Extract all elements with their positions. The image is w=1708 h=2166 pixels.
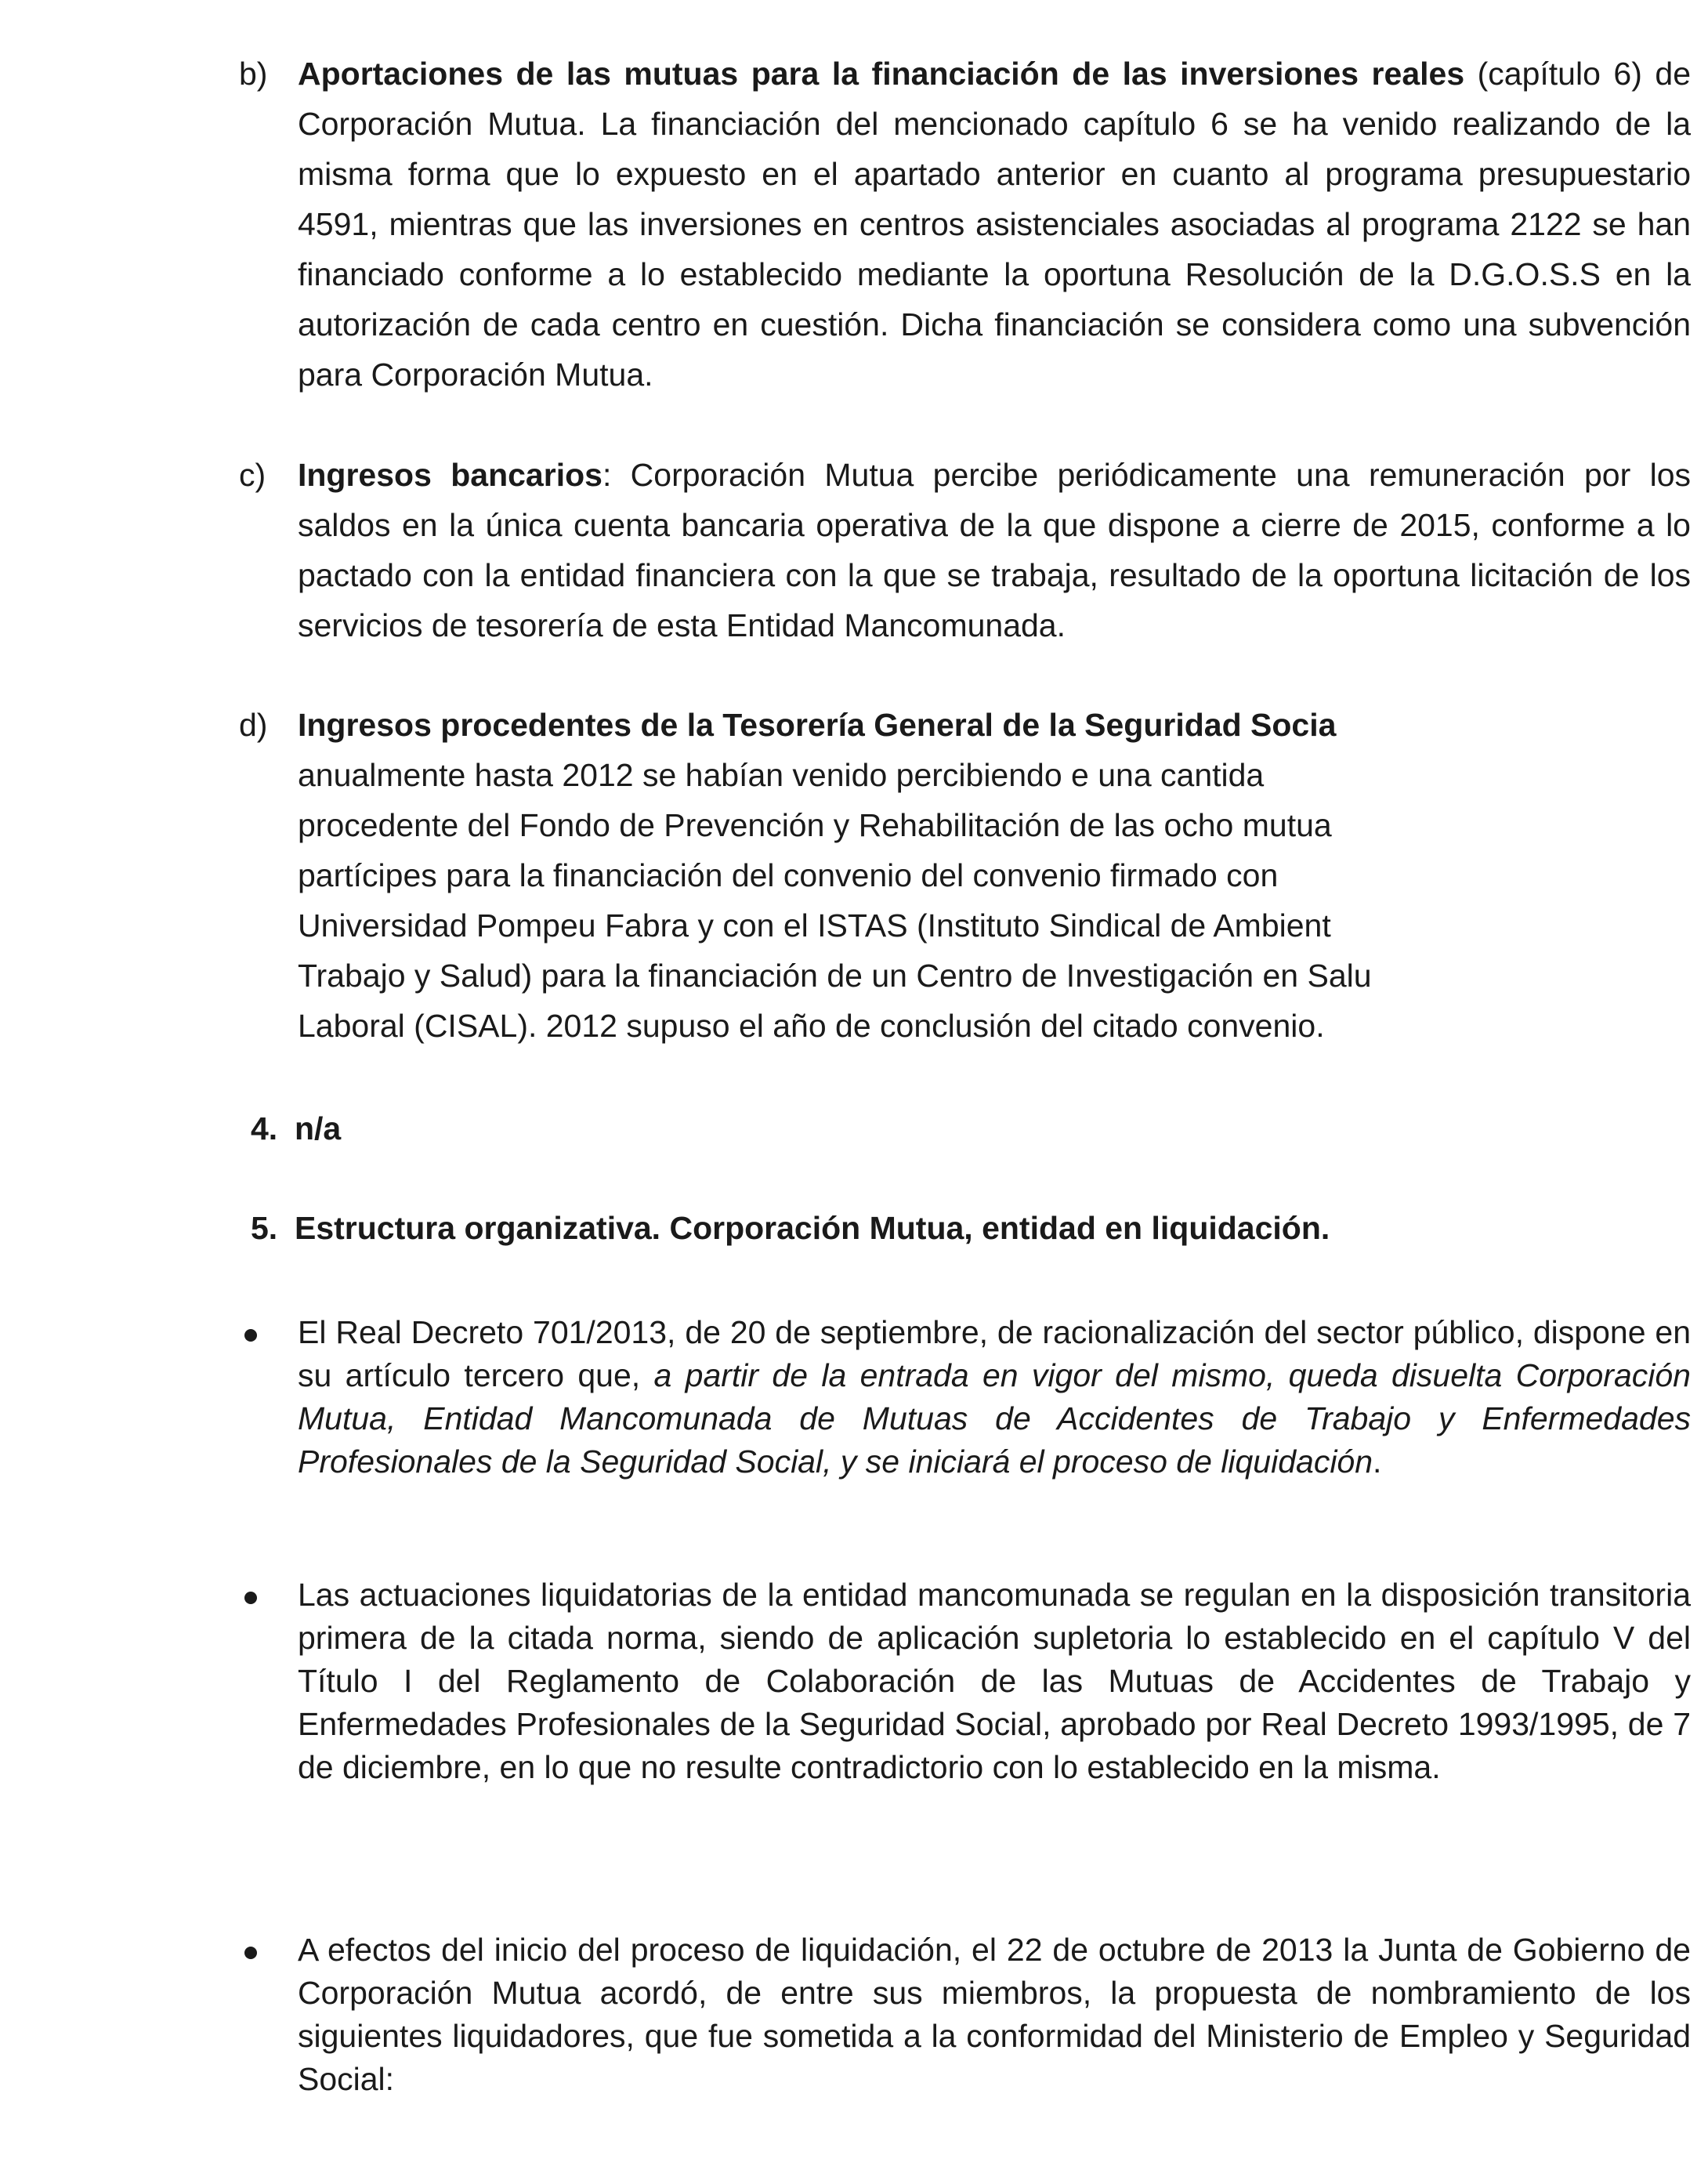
list-item-d-title: Ingresos procedentes de la Tesorería General de la Seguridad Socia <box>298 707 1337 743</box>
list-marker-d: d) <box>239 707 268 743</box>
bullet-2-text: Las actuaciones liquidatorias de la entidad mancomunada se regulan en la disposición transitoria primera de la citada norma, siendo de aplicación supletoria lo establecido en el capítulo V del Título I del Reglamento de Colaboración de las Mutuas de Accidentes de Trabajo y Enfermedades Profesionales de la Seguridad Social, aprobado por Real Decreto 1993/1995, de 7 de diciembre, en lo que no resulte contradictorio con lo establecido en la misma. <box>298 1577 1691 1785</box>
list-marker-c: c) <box>239 457 266 493</box>
list-item-d-line-5: Universidad Pompeu Fabra y con el ISTAS (Instituto Sindical de Ambient <box>298 907 1331 944</box>
section-heading-5 <box>251 1203 1330 1253</box>
section-number-5: 5. <box>251 1210 278 1246</box>
list-item-d-line-6: Trabajo y Salud) para la financiación de un Centro de Investigación en Salu <box>298 958 1372 994</box>
list-item-c-title: Ingresos bancarios <box>298 457 603 493</box>
list-item-b-text <box>298 49 1691 400</box>
bullet-icon <box>244 1329 257 1342</box>
bullet-1-quote: a partir de la entrada en vigor del mismo, queda disuelta Corporación Mutua, Entidad Mancomunada de Mutuas de Accidentes de Trabajo y Enfermedades Profesionales de la Seguridad Social, y se iniciará el proceso de liquidación <box>298 1357 1691 1480</box>
list-item-c-text <box>298 450 1691 650</box>
section-title-5: Estructura organizativa. Corporación Mutua, entidad en liquidación. <box>295 1210 1330 1246</box>
bullet-icon <box>244 1947 257 1959</box>
section-title-4: n/a <box>295 1110 342 1146</box>
list-item-b-title: Aportaciones de las mutuas para la financiación de las inversiones reales <box>298 56 1465 92</box>
bullet-paragraph-3 <box>298 1929 1691 2101</box>
list-item-d-line-3: procedente del Fondo de Prevención y Rehabilitación de las ocho mutua <box>298 807 1332 843</box>
bullet-1-text: El Real Decreto 701/2013, de 20 de septiembre, de racionalización del sector público, dispone en su artículo tercero que, <box>298 1314 1691 1393</box>
list-item-d-line-7: Laboral (CISAL). 2012 supuso el año de conclusión del citado convenio. <box>298 1008 1325 1044</box>
list-item-d-text <box>298 700 1708 1051</box>
list-item-d-line-4: partícipes para la financiación del convenio del convenio firmado con <box>298 857 1279 893</box>
list-item-b-body: (capítulo 6) de Corporación Mutua. La financiación del mencionado capítulo 6 se ha venido realizando de la misma forma que lo expuesto en el apartado anterior en cuanto al programa presupuestario 4591, mientras que las inversiones en centros asistenciales asociadas al programa 2122 se han financiado conforme a lo establecido mediante la oportuna Resolución de la D.G.O.S.S en la autorización de cada centro en cuestión. Dicha financiación se considera como una subvención para Corporación Mutua. <box>298 56 1691 393</box>
bullet-icon <box>244 1592 257 1604</box>
list-marker-b: b) <box>239 56 268 92</box>
bullet-paragraph-1 <box>298 1311 1691 1483</box>
section-heading-4 <box>251 1103 341 1154</box>
bullet-1-end: . <box>1373 1443 1382 1480</box>
bullet-3-text: A efectos del inicio del proceso de liquidación, el 22 de octubre de 2013 la Junta de Gobierno de Corporación Mutua acordó, de entre sus miembros, la propuesta de nombramiento de los siguientes liquidadores, que fue sometida a la conformidad del Ministerio de Empleo y Seguridad Social: <box>298 1932 1691 2097</box>
list-item-c-body: : Corporación Mutua percibe periódicamente una remuneración por los saldos en la única cuenta bancaria operativa de la que dispone a cierre de 2015, conforme a lo pactado con la entidad financiera con la que se trabaja, resultado de la oportuna licitación de los servicios de tesorería de esta Entidad Mancomunada. <box>298 457 1692 643</box>
section-number-4: 4. <box>251 1110 278 1146</box>
bullet-paragraph-2 <box>298 1574 1691 1789</box>
list-item-d-line-2: anualmente hasta 2012 se habían venido percibiendo e una cantida <box>298 757 1265 793</box>
